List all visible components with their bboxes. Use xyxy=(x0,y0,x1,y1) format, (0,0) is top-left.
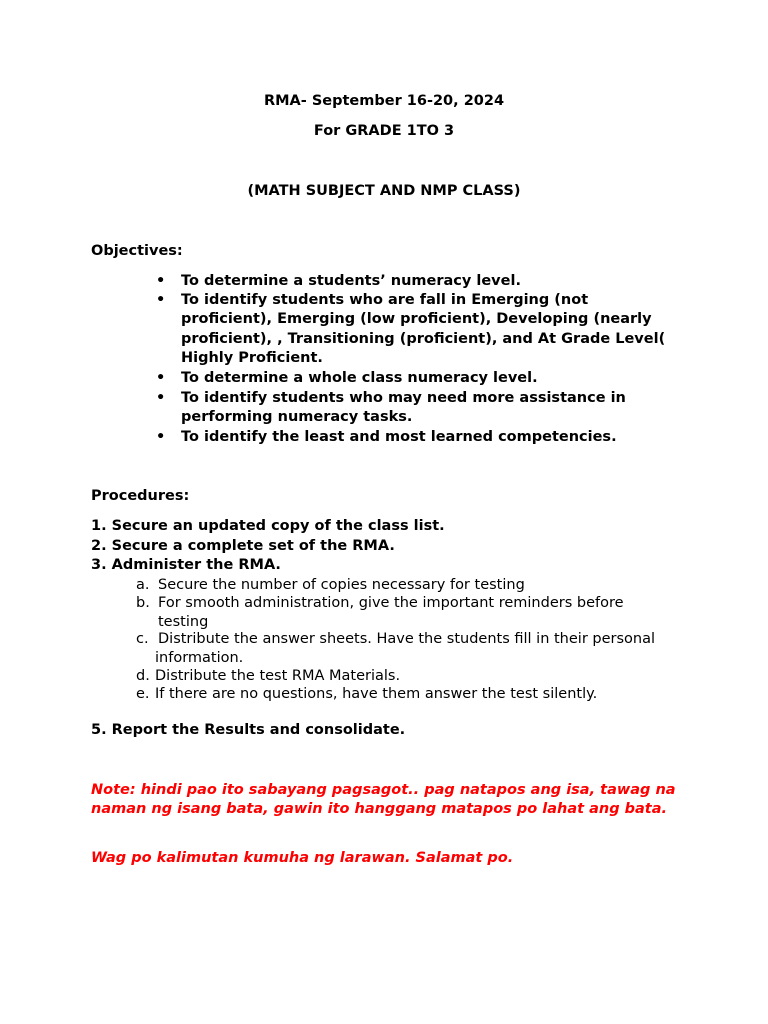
sub-step-letter: e. xyxy=(136,686,150,702)
procedures-heading: Procedures: xyxy=(91,488,190,504)
sub-step-letter: a. xyxy=(136,577,150,593)
bullet-icon: • xyxy=(156,429,166,445)
sub-step-text: Distribute the answer sheets. Have the students fill in their personal information. xyxy=(155,631,656,666)
sub-step-text: For smooth administration, give the important reminders before testing xyxy=(158,595,624,630)
grade-line: For GRADE 1TO 3 xyxy=(313,123,455,139)
objective-item: To identify the least and most learned competencies. xyxy=(181,429,617,445)
sub-step-text: Distribute the test RMA Materials. xyxy=(155,668,401,684)
procedure-final-step: 5. Report the Results and consolidate. xyxy=(91,722,406,738)
bullet-icon: • xyxy=(156,370,166,386)
objective-item: To determine a whole class numeracy level. xyxy=(181,370,538,386)
note-text: Note: hindi pao ito sabayang pagsagot.. pag natapos ang isa, tawag na naman ng isang bata, gawin ito hanggang matapos po lahat ang bata. xyxy=(91,782,676,818)
bullet-icon: • xyxy=(156,292,166,308)
bullet-icon: • xyxy=(156,273,166,289)
sub-step-letter: b. xyxy=(136,595,150,611)
objective-item: To determine a students’ numeracy level. xyxy=(181,273,521,289)
objectives-heading: Objectives: xyxy=(91,243,183,259)
subject-line: (MATH SUBJECT AND NMP CLASS) xyxy=(247,183,521,199)
sub-step-text: If there are no questions, have them answer the test silently. xyxy=(155,686,598,702)
sub-step-text: Secure the number of copies necessary for testing xyxy=(158,577,525,593)
sub-step-letter: d. xyxy=(136,668,150,684)
sub-step-letter: c. xyxy=(136,631,149,647)
procedure-step: 2. Secure a complete set of the RMA. xyxy=(91,538,395,554)
bullet-icon: • xyxy=(156,390,166,406)
procedure-step: 1. Secure an updated copy of the class list. xyxy=(91,518,445,534)
document-title: RMA- September 16-20, 2024 xyxy=(263,93,505,109)
objective-item: To identify students who are fall in Emerging (not proficient), Emerging (low proficient), Developing (nearly proficient), , Transitioning (proficient), and At Grade Level( Highly Proficient. xyxy=(181,292,666,366)
procedure-step: 3. Administer the RMA. xyxy=(91,557,281,573)
reminder-text: Wag po kalimutan kumuha ng larawan. Salamat po. xyxy=(91,850,514,866)
objective-item: To identify students who may need more assistance in performing numeracy tasks. xyxy=(181,390,626,426)
